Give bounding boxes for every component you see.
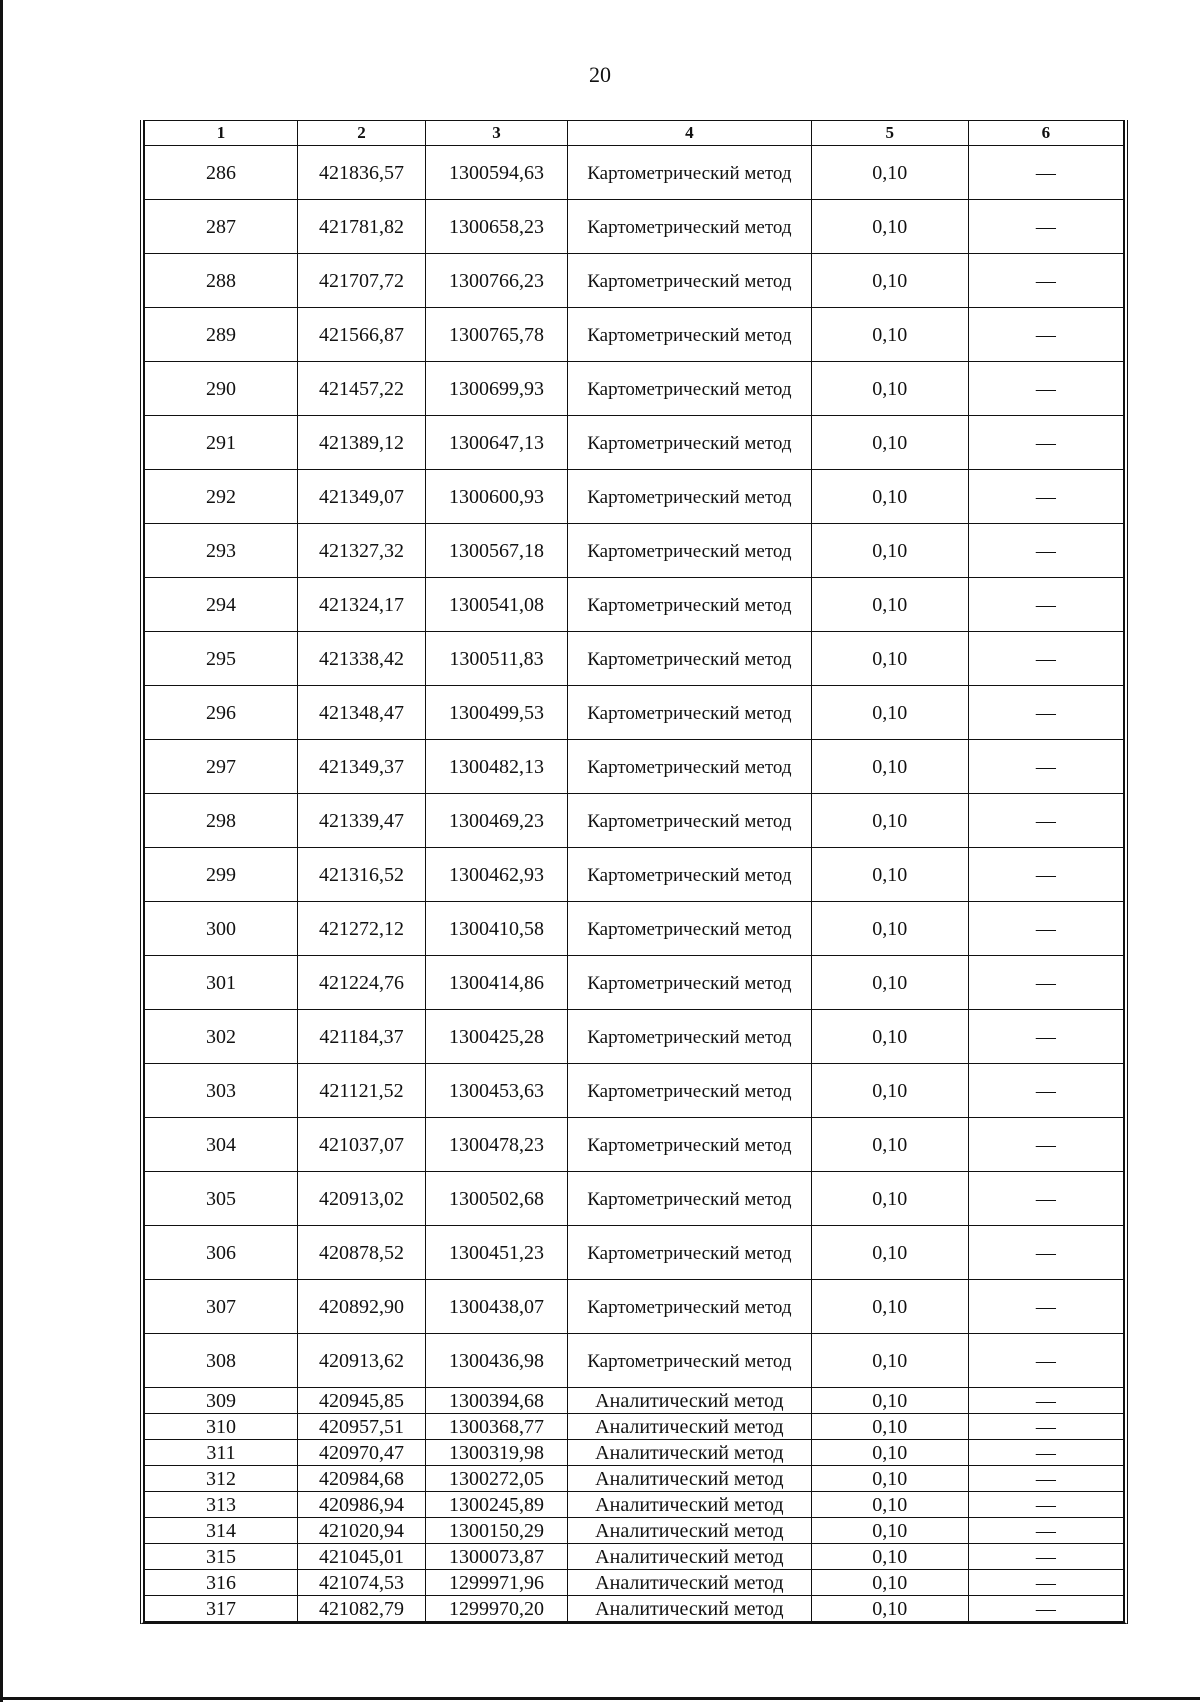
accuracy-cell: 0,10 bbox=[811, 1064, 968, 1118]
y-coordinate-cell: 1300469,23 bbox=[426, 794, 568, 848]
method-cell: Картометрический метод bbox=[568, 146, 812, 200]
method-cell: Картометрический метод bbox=[568, 902, 812, 956]
note-cell: — bbox=[968, 254, 1123, 308]
method-cell: Картометрический метод bbox=[568, 686, 812, 740]
point-number-cell: 307 bbox=[145, 1280, 298, 1334]
accuracy-cell: 0,10 bbox=[811, 632, 968, 686]
accuracy-cell: 0,10 bbox=[811, 524, 968, 578]
accuracy-cell: 0,10 bbox=[811, 794, 968, 848]
accuracy-cell: 0,10 bbox=[811, 956, 968, 1010]
table-header-row bbox=[145, 121, 1124, 146]
page-number: 20 bbox=[589, 62, 611, 87]
note-cell: — bbox=[968, 308, 1123, 362]
x-coordinate-cell: 421349,37 bbox=[298, 740, 426, 794]
y-coordinate-cell: 1300567,18 bbox=[426, 524, 568, 578]
table-row bbox=[145, 524, 1124, 578]
point-number-cell: 308 bbox=[145, 1334, 298, 1388]
x-coordinate-cell: 421389,12 bbox=[298, 416, 426, 470]
x-coordinate-cell: 421327,32 bbox=[298, 524, 426, 578]
note-cell: — bbox=[968, 578, 1123, 632]
accuracy-cell: 0,10 bbox=[811, 200, 968, 254]
accuracy-cell: 0,10 bbox=[811, 1596, 968, 1622]
y-coordinate-cell: 1300600,93 bbox=[426, 470, 568, 524]
accuracy-cell: 0,10 bbox=[811, 1226, 968, 1280]
point-number-cell: 313 bbox=[145, 1492, 298, 1518]
accuracy-cell: 0,10 bbox=[811, 1414, 968, 1440]
note-cell: — bbox=[968, 848, 1123, 902]
method-cell: Аналитический метод bbox=[568, 1570, 812, 1596]
note-cell: — bbox=[968, 146, 1123, 200]
method-cell: Картометрический метод bbox=[568, 1010, 812, 1064]
point-number-cell: 294 bbox=[145, 578, 298, 632]
accuracy-cell: 0,10 bbox=[811, 1544, 968, 1570]
note-cell: — bbox=[968, 470, 1123, 524]
x-coordinate-cell: 420892,90 bbox=[298, 1280, 426, 1334]
x-coordinate-cell: 421224,76 bbox=[298, 956, 426, 1010]
y-coordinate-cell: 1300478,23 bbox=[426, 1118, 568, 1172]
method-cell: Картометрический метод bbox=[568, 740, 812, 794]
note-cell: — bbox=[968, 1280, 1123, 1334]
x-coordinate-cell: 420913,02 bbox=[298, 1172, 426, 1226]
point-number-cell: 287 bbox=[145, 200, 298, 254]
y-coordinate-cell: 1300766,23 bbox=[426, 254, 568, 308]
accuracy-cell: 0,10 bbox=[811, 1518, 968, 1544]
note-cell: — bbox=[968, 740, 1123, 794]
point-number-cell: 317 bbox=[145, 1596, 298, 1622]
note-cell: — bbox=[968, 1172, 1123, 1226]
header-col-1: 1 bbox=[145, 121, 298, 146]
x-coordinate-cell: 421836,57 bbox=[298, 146, 426, 200]
y-coordinate-cell: 1300658,23 bbox=[426, 200, 568, 254]
method-cell: Картометрический метод bbox=[568, 1118, 812, 1172]
accuracy-cell: 0,10 bbox=[811, 1010, 968, 1064]
accuracy-cell: 0,10 bbox=[811, 1172, 968, 1226]
table-row bbox=[145, 1518, 1124, 1544]
point-number-cell: 310 bbox=[145, 1414, 298, 1440]
table-row bbox=[145, 1118, 1124, 1172]
table-row bbox=[145, 1280, 1124, 1334]
accuracy-cell: 0,10 bbox=[811, 1388, 968, 1414]
x-coordinate-cell: 421316,52 bbox=[298, 848, 426, 902]
table-row bbox=[145, 146, 1124, 200]
accuracy-cell: 0,10 bbox=[811, 1280, 968, 1334]
table-row bbox=[145, 1492, 1124, 1518]
x-coordinate-cell: 421184,37 bbox=[298, 1010, 426, 1064]
header-col-2: 2 bbox=[298, 121, 426, 146]
table-row bbox=[145, 902, 1124, 956]
x-coordinate-cell: 420970,47 bbox=[298, 1440, 426, 1466]
method-cell: Картометрический метод bbox=[568, 1064, 812, 1118]
point-number-cell: 292 bbox=[145, 470, 298, 524]
table-row bbox=[145, 1172, 1124, 1226]
table-row bbox=[145, 1388, 1124, 1414]
point-number-cell: 299 bbox=[145, 848, 298, 902]
method-cell: Картометрический метод bbox=[568, 632, 812, 686]
accuracy-cell: 0,10 bbox=[811, 902, 968, 956]
y-coordinate-cell: 1300150,29 bbox=[426, 1518, 568, 1544]
x-coordinate-cell: 421020,94 bbox=[298, 1518, 426, 1544]
table-row bbox=[145, 578, 1124, 632]
method-cell: Аналитический метод bbox=[568, 1414, 812, 1440]
x-coordinate-cell: 421074,53 bbox=[298, 1570, 426, 1596]
point-number-cell: 290 bbox=[145, 362, 298, 416]
x-coordinate-cell: 421566,87 bbox=[298, 308, 426, 362]
table-row bbox=[145, 848, 1124, 902]
note-cell: — bbox=[968, 524, 1123, 578]
x-coordinate-cell: 420945,85 bbox=[298, 1388, 426, 1414]
table-row bbox=[145, 1334, 1124, 1388]
method-cell: Картометрический метод bbox=[568, 794, 812, 848]
x-coordinate-cell: 421348,47 bbox=[298, 686, 426, 740]
method-cell: Картометрический метод bbox=[568, 470, 812, 524]
y-coordinate-cell: 1300410,58 bbox=[426, 902, 568, 956]
point-number-cell: 295 bbox=[145, 632, 298, 686]
accuracy-cell: 0,10 bbox=[811, 470, 968, 524]
x-coordinate-cell: 420986,94 bbox=[298, 1492, 426, 1518]
table-row bbox=[145, 1570, 1124, 1596]
accuracy-cell: 0,10 bbox=[811, 1334, 968, 1388]
x-coordinate-cell: 421338,42 bbox=[298, 632, 426, 686]
method-cell: Картометрический метод bbox=[568, 1172, 812, 1226]
note-cell: — bbox=[968, 416, 1123, 470]
point-number-cell: 291 bbox=[145, 416, 298, 470]
header-col-3: 3 bbox=[426, 121, 568, 146]
y-coordinate-cell: 1300438,07 bbox=[426, 1280, 568, 1334]
method-cell: Аналитический метод bbox=[568, 1492, 812, 1518]
method-cell: Картометрический метод bbox=[568, 416, 812, 470]
x-coordinate-cell: 420878,52 bbox=[298, 1226, 426, 1280]
note-cell: — bbox=[968, 902, 1123, 956]
table-row bbox=[145, 1226, 1124, 1280]
point-number-cell: 302 bbox=[145, 1010, 298, 1064]
y-coordinate-cell: 1300541,08 bbox=[426, 578, 568, 632]
table-row bbox=[145, 470, 1124, 524]
method-cell: Аналитический метод bbox=[568, 1596, 812, 1622]
y-coordinate-cell: 1300319,98 bbox=[426, 1440, 568, 1466]
note-cell: — bbox=[968, 686, 1123, 740]
accuracy-cell: 0,10 bbox=[811, 1440, 968, 1466]
point-number-cell: 288 bbox=[145, 254, 298, 308]
table-row bbox=[145, 362, 1124, 416]
point-number-cell: 289 bbox=[145, 308, 298, 362]
accuracy-cell: 0,10 bbox=[811, 146, 968, 200]
x-coordinate-cell: 421045,01 bbox=[298, 1544, 426, 1570]
point-number-cell: 297 bbox=[145, 740, 298, 794]
x-coordinate-cell: 420984,68 bbox=[298, 1466, 426, 1492]
x-coordinate-cell: 421324,17 bbox=[298, 578, 426, 632]
accuracy-cell: 0,10 bbox=[811, 578, 968, 632]
accuracy-cell: 0,10 bbox=[811, 1118, 968, 1172]
accuracy-cell: 0,10 bbox=[811, 848, 968, 902]
table-row bbox=[145, 1414, 1124, 1440]
point-number-cell: 306 bbox=[145, 1226, 298, 1280]
coordinates-table bbox=[144, 120, 1124, 1622]
x-coordinate-cell: 421272,12 bbox=[298, 902, 426, 956]
note-cell: — bbox=[968, 1010, 1123, 1064]
note-cell: — bbox=[968, 632, 1123, 686]
note-cell: — bbox=[968, 1544, 1123, 1570]
x-coordinate-cell: 421037,07 bbox=[298, 1118, 426, 1172]
x-coordinate-cell: 421339,47 bbox=[298, 794, 426, 848]
note-cell: — bbox=[968, 956, 1123, 1010]
point-number-cell: 298 bbox=[145, 794, 298, 848]
x-coordinate-cell: 421121,52 bbox=[298, 1064, 426, 1118]
y-coordinate-cell: 1300594,63 bbox=[426, 146, 568, 200]
table-row bbox=[145, 1010, 1124, 1064]
y-coordinate-cell: 1300394,68 bbox=[426, 1388, 568, 1414]
table-row bbox=[145, 686, 1124, 740]
note-cell: — bbox=[968, 1414, 1123, 1440]
point-number-cell: 316 bbox=[145, 1570, 298, 1596]
point-number-cell: 312 bbox=[145, 1466, 298, 1492]
x-coordinate-cell: 421707,72 bbox=[298, 254, 426, 308]
method-cell: Картометрический метод bbox=[568, 578, 812, 632]
table-row bbox=[145, 1596, 1124, 1622]
note-cell: — bbox=[968, 1466, 1123, 1492]
y-coordinate-cell: 1300499,53 bbox=[426, 686, 568, 740]
x-coordinate-cell: 421457,22 bbox=[298, 362, 426, 416]
note-cell: — bbox=[968, 1440, 1123, 1466]
method-cell: Картометрический метод bbox=[568, 200, 812, 254]
y-coordinate-cell: 1300699,93 bbox=[426, 362, 568, 416]
table-row bbox=[145, 956, 1124, 1010]
y-coordinate-cell: 1300414,86 bbox=[426, 956, 568, 1010]
table-row bbox=[145, 632, 1124, 686]
table-body bbox=[145, 146, 1124, 1622]
table-row bbox=[145, 1440, 1124, 1466]
method-cell: Картометрический метод bbox=[568, 956, 812, 1010]
note-cell: — bbox=[968, 1334, 1123, 1388]
point-number-cell: 296 bbox=[145, 686, 298, 740]
x-coordinate-cell: 420913,62 bbox=[298, 1334, 426, 1388]
scan-edge-left bbox=[0, 0, 3, 1702]
y-coordinate-cell: 1300245,89 bbox=[426, 1492, 568, 1518]
accuracy-cell: 0,10 bbox=[811, 254, 968, 308]
y-coordinate-cell: 1300462,93 bbox=[426, 848, 568, 902]
point-number-cell: 301 bbox=[145, 956, 298, 1010]
y-coordinate-cell: 1299970,20 bbox=[426, 1596, 568, 1622]
table-row bbox=[145, 308, 1124, 362]
method-cell: Картометрический метод bbox=[568, 362, 812, 416]
y-coordinate-cell: 1300647,13 bbox=[426, 416, 568, 470]
y-coordinate-cell: 1300368,77 bbox=[426, 1414, 568, 1440]
accuracy-cell: 0,10 bbox=[811, 416, 968, 470]
method-cell: Аналитический метод bbox=[568, 1466, 812, 1492]
table-row bbox=[145, 1466, 1124, 1492]
x-coordinate-cell: 420957,51 bbox=[298, 1414, 426, 1440]
table-row bbox=[145, 254, 1124, 308]
x-coordinate-cell: 421781,82 bbox=[298, 200, 426, 254]
method-cell: Аналитический метод bbox=[568, 1544, 812, 1570]
coordinates-table-wrapper bbox=[140, 120, 1128, 1624]
table-row bbox=[145, 200, 1124, 254]
y-coordinate-cell: 1299971,96 bbox=[426, 1570, 568, 1596]
x-coordinate-cell: 421349,07 bbox=[298, 470, 426, 524]
y-coordinate-cell: 1300502,68 bbox=[426, 1172, 568, 1226]
point-number-cell: 314 bbox=[145, 1518, 298, 1544]
note-cell: — bbox=[968, 1064, 1123, 1118]
method-cell: Картометрический метод bbox=[568, 848, 812, 902]
point-number-cell: 286 bbox=[145, 146, 298, 200]
header-col-6: 6 bbox=[968, 121, 1123, 146]
table-row bbox=[145, 794, 1124, 848]
y-coordinate-cell: 1300272,05 bbox=[426, 1466, 568, 1492]
point-number-cell: 311 bbox=[145, 1440, 298, 1466]
table-row bbox=[145, 740, 1124, 794]
table-row bbox=[145, 416, 1124, 470]
y-coordinate-cell: 1300765,78 bbox=[426, 308, 568, 362]
method-cell: Картометрический метод bbox=[568, 1280, 812, 1334]
note-cell: — bbox=[968, 1118, 1123, 1172]
method-cell: Аналитический метод bbox=[568, 1388, 812, 1414]
accuracy-cell: 0,10 bbox=[811, 362, 968, 416]
y-coordinate-cell: 1300482,13 bbox=[426, 740, 568, 794]
accuracy-cell: 0,10 bbox=[811, 1570, 968, 1596]
accuracy-cell: 0,10 bbox=[811, 308, 968, 362]
y-coordinate-cell: 1300451,23 bbox=[426, 1226, 568, 1280]
method-cell: Картометрический метод bbox=[568, 254, 812, 308]
method-cell: Аналитический метод bbox=[568, 1518, 812, 1544]
accuracy-cell: 0,10 bbox=[811, 740, 968, 794]
header-col-4: 4 bbox=[568, 121, 812, 146]
point-number-cell: 315 bbox=[145, 1544, 298, 1570]
method-cell: Картометрический метод bbox=[568, 1226, 812, 1280]
point-number-cell: 300 bbox=[145, 902, 298, 956]
x-coordinate-cell: 421082,79 bbox=[298, 1596, 426, 1622]
accuracy-cell: 0,10 bbox=[811, 686, 968, 740]
accuracy-cell: 0,10 bbox=[811, 1492, 968, 1518]
point-number-cell: 305 bbox=[145, 1172, 298, 1226]
y-coordinate-cell: 1300436,98 bbox=[426, 1334, 568, 1388]
method-cell: Аналитический метод bbox=[568, 1440, 812, 1466]
note-cell: — bbox=[968, 794, 1123, 848]
method-cell: Картометрический метод bbox=[568, 308, 812, 362]
note-cell: — bbox=[968, 1518, 1123, 1544]
method-cell: Картометрический метод bbox=[568, 1334, 812, 1388]
note-cell: — bbox=[968, 1570, 1123, 1596]
y-coordinate-cell: 1300425,28 bbox=[426, 1010, 568, 1064]
table-row bbox=[145, 1064, 1124, 1118]
note-cell: — bbox=[968, 1596, 1123, 1622]
note-cell: — bbox=[968, 1226, 1123, 1280]
accuracy-cell: 0,10 bbox=[811, 1466, 968, 1492]
point-number-cell: 304 bbox=[145, 1118, 298, 1172]
method-cell: Картометрический метод bbox=[568, 524, 812, 578]
y-coordinate-cell: 1300453,63 bbox=[426, 1064, 568, 1118]
note-cell: — bbox=[968, 1492, 1123, 1518]
point-number-cell: 309 bbox=[145, 1388, 298, 1414]
note-cell: — bbox=[968, 362, 1123, 416]
scan-edge-bottom bbox=[0, 1697, 1200, 1700]
note-cell: — bbox=[968, 200, 1123, 254]
point-number-cell: 293 bbox=[145, 524, 298, 578]
point-number-cell: 303 bbox=[145, 1064, 298, 1118]
note-cell: — bbox=[968, 1388, 1123, 1414]
header-col-5: 5 bbox=[811, 121, 968, 146]
table-row bbox=[145, 1544, 1124, 1570]
y-coordinate-cell: 1300511,83 bbox=[426, 632, 568, 686]
y-coordinate-cell: 1300073,87 bbox=[426, 1544, 568, 1570]
